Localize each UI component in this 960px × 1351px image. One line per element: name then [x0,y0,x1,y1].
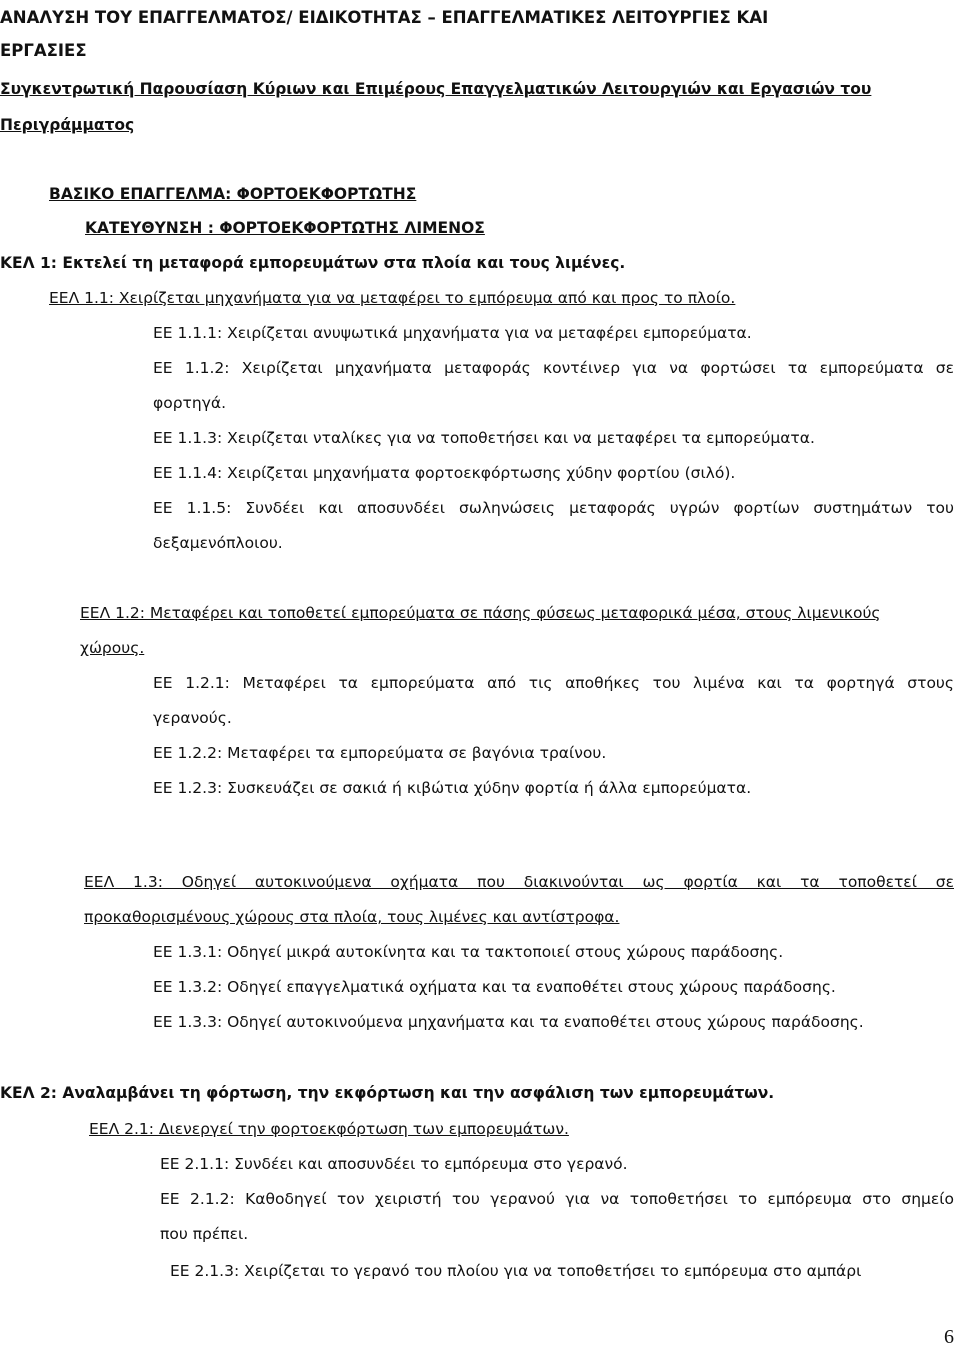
ee-1-1-2-line-1: ΕΕ 1.1.2: Χειρίζεται μηχανήματα μεταφοράς κοντέινερ για να φορτώσει τα εμπορεύματα σε [153,359,954,377]
basic-profession: ΒΑΣΙΚΟ ΕΠΑΓΓΕΛΜΑ: ΦΟΡΤΟΕΚΦΟΡΤΩΤΗΣ [49,185,417,203]
subheading-line-1: Συγκεντρωτική Παρουσίαση Κύριων και Επιμέρους Επαγγελματικών Λειτουργιών και Εργασιών του [0,80,872,98]
kel-2: ΚΕΛ 2: Αναλαμβάνει τη φόρτωση, την εκφόρτωση και την ασφάλιση των εμπορευμάτων. [0,1084,775,1102]
ee-1-1-5-line-1: ΕΕ 1.1.5: Συνδέει και αποσυνδέει σωληνώσεις μεταφοράς υγρών φορτίων συστημάτων του [153,499,954,517]
ee-1-2-2: ΕΕ 1.2.2: Μεταφέρει τα εμπορεύματα σε βαγόνια τραίνου. [153,744,607,762]
ee-1-3-2: ΕΕ 1.3.2: Οδηγεί επαγγελματικά οχήματα και τα εναποθέτει στους χώρους παράδοσης. [153,978,836,996]
eel-1-1: ΕΕΛ 1.1: Χειρίζεται μηχανήματα για να μεταφέρει το εμπόρευμα από και προς το πλοίο. [49,289,736,307]
eel-1-3-line-1: ΕΕΛ 1.3: Οδηγεί αυτοκινούμενα οχήματα που διακινούνται ως φορτία και τα τοποθετεί σε [84,873,954,891]
ee-1-1-4: ΕΕ 1.1.4: Χειρίζεται μηχανήματα φορτοεκφόρτωσης χύδην φορτίου (σιλό). [153,464,736,482]
page-number: 6 [944,1326,954,1348]
ee-2-1-1: ΕΕ 2.1.1: Συνδέει και αποσυνδέει το εμπόρευμα στο γερανό. [160,1155,628,1173]
ee-1-1-3: ΕΕ 1.1.3: Χειρίζεται νταλίκες για να τοποθετήσει και να μεταφέρει τα εμπορεύματα. [153,429,815,447]
eel-2-1: ΕΕΛ 2.1: Διενεργεί την φορτοεκφόρτωση των εμπορευμάτων. [89,1120,569,1138]
kel-1: ΚΕΛ 1: Εκτελεί τη μεταφορά εμπορευμάτων στα πλοία και τους λιμένες. [0,254,626,272]
ee-2-1-2-line-1: ΕΕ 2.1.2: Καθοδηγεί τον χειριστή του γερανού για να τοποθετήσει το εμπόρευμα στο σημείο [160,1190,954,1208]
main-heading-line-1: ΑΝΑΛΥΣΗ ΤΟΥ ΕΠΑΓΓΕΛΜΑΤΟΣ/ ΕΙΔΙΚΟΤΗΤΑΣ – ΕΠΑΓΓΕΛΜΑΤΙΚΕΣ ΛΕΙΤΟΥΡΓΙΕΣ ΚΑΙ [0,8,769,27]
main-heading-line-2: ΕΡΓΑΣΙΕΣ [0,41,87,60]
ee-1-2-1-line-2: γερανούς. [153,709,232,727]
subheading-line-2: Περιγράμματος [0,116,135,134]
ee-1-2-1-line-1: ΕΕ 1.2.1: Μεταφέρει τα εμπορεύματα από τις αποθήκες του λιμένα και τα φορτηγά στους [153,674,954,692]
ee-1-2-3: ΕΕ 1.2.3: Συσκευάζει σε σακιά ή κιβώτια χύδην φορτία ή άλλα εμπορεύματα. [153,779,752,797]
eel-1-2-line-2: χώρους. [80,639,145,657]
eel-1-3-line-2: προκαθορισμένους χώρους στα πλοία, τους λιμένες και αντίστροφα. [84,908,620,926]
ee-1-1-5-line-2: δεξαμενόπλοιου. [153,534,283,552]
ee-1-1-2-line-2: φορτηγά. [153,394,227,412]
ee-1-3-1: ΕΕ 1.3.1: Οδηγεί μικρά αυτοκίνητα και τα τακτοποιεί στους χώρους παράδοσης. [153,943,784,961]
ee-2-1-3: ΕΕ 2.1.3: Χειρίζεται το γερανό του πλοίου για να τοποθετήσει το εμπόρευμα στο αμπάρι [170,1262,862,1280]
eel-1-2-line-1: ΕΕΛ 1.2: Μεταφέρει και τοποθετεί εμπορεύματα σε πάσης φύσεως μεταφορικά μέσα, στους λιμενικούς [80,604,881,622]
ee-1-1-1: ΕΕ 1.1.1: Χειρίζεται ανυψωτικά μηχανήματα για να μεταφέρει εμπορεύματα. [153,324,752,342]
ee-1-3-3: ΕΕ 1.3.3: Οδηγεί αυτοκινούμενα μηχανήματα και τα εναποθέτει στους χώρους παράδοσης. [153,1013,864,1031]
direction-line: ΚΑΤΕΥΘΥΝΣΗ : ΦΟΡΤΟΕΚΦΟΡΤΩΤΗΣ ΛΙΜΕΝΟΣ [85,219,485,237]
ee-2-1-2-line-2: που πρέπει. [160,1225,249,1243]
